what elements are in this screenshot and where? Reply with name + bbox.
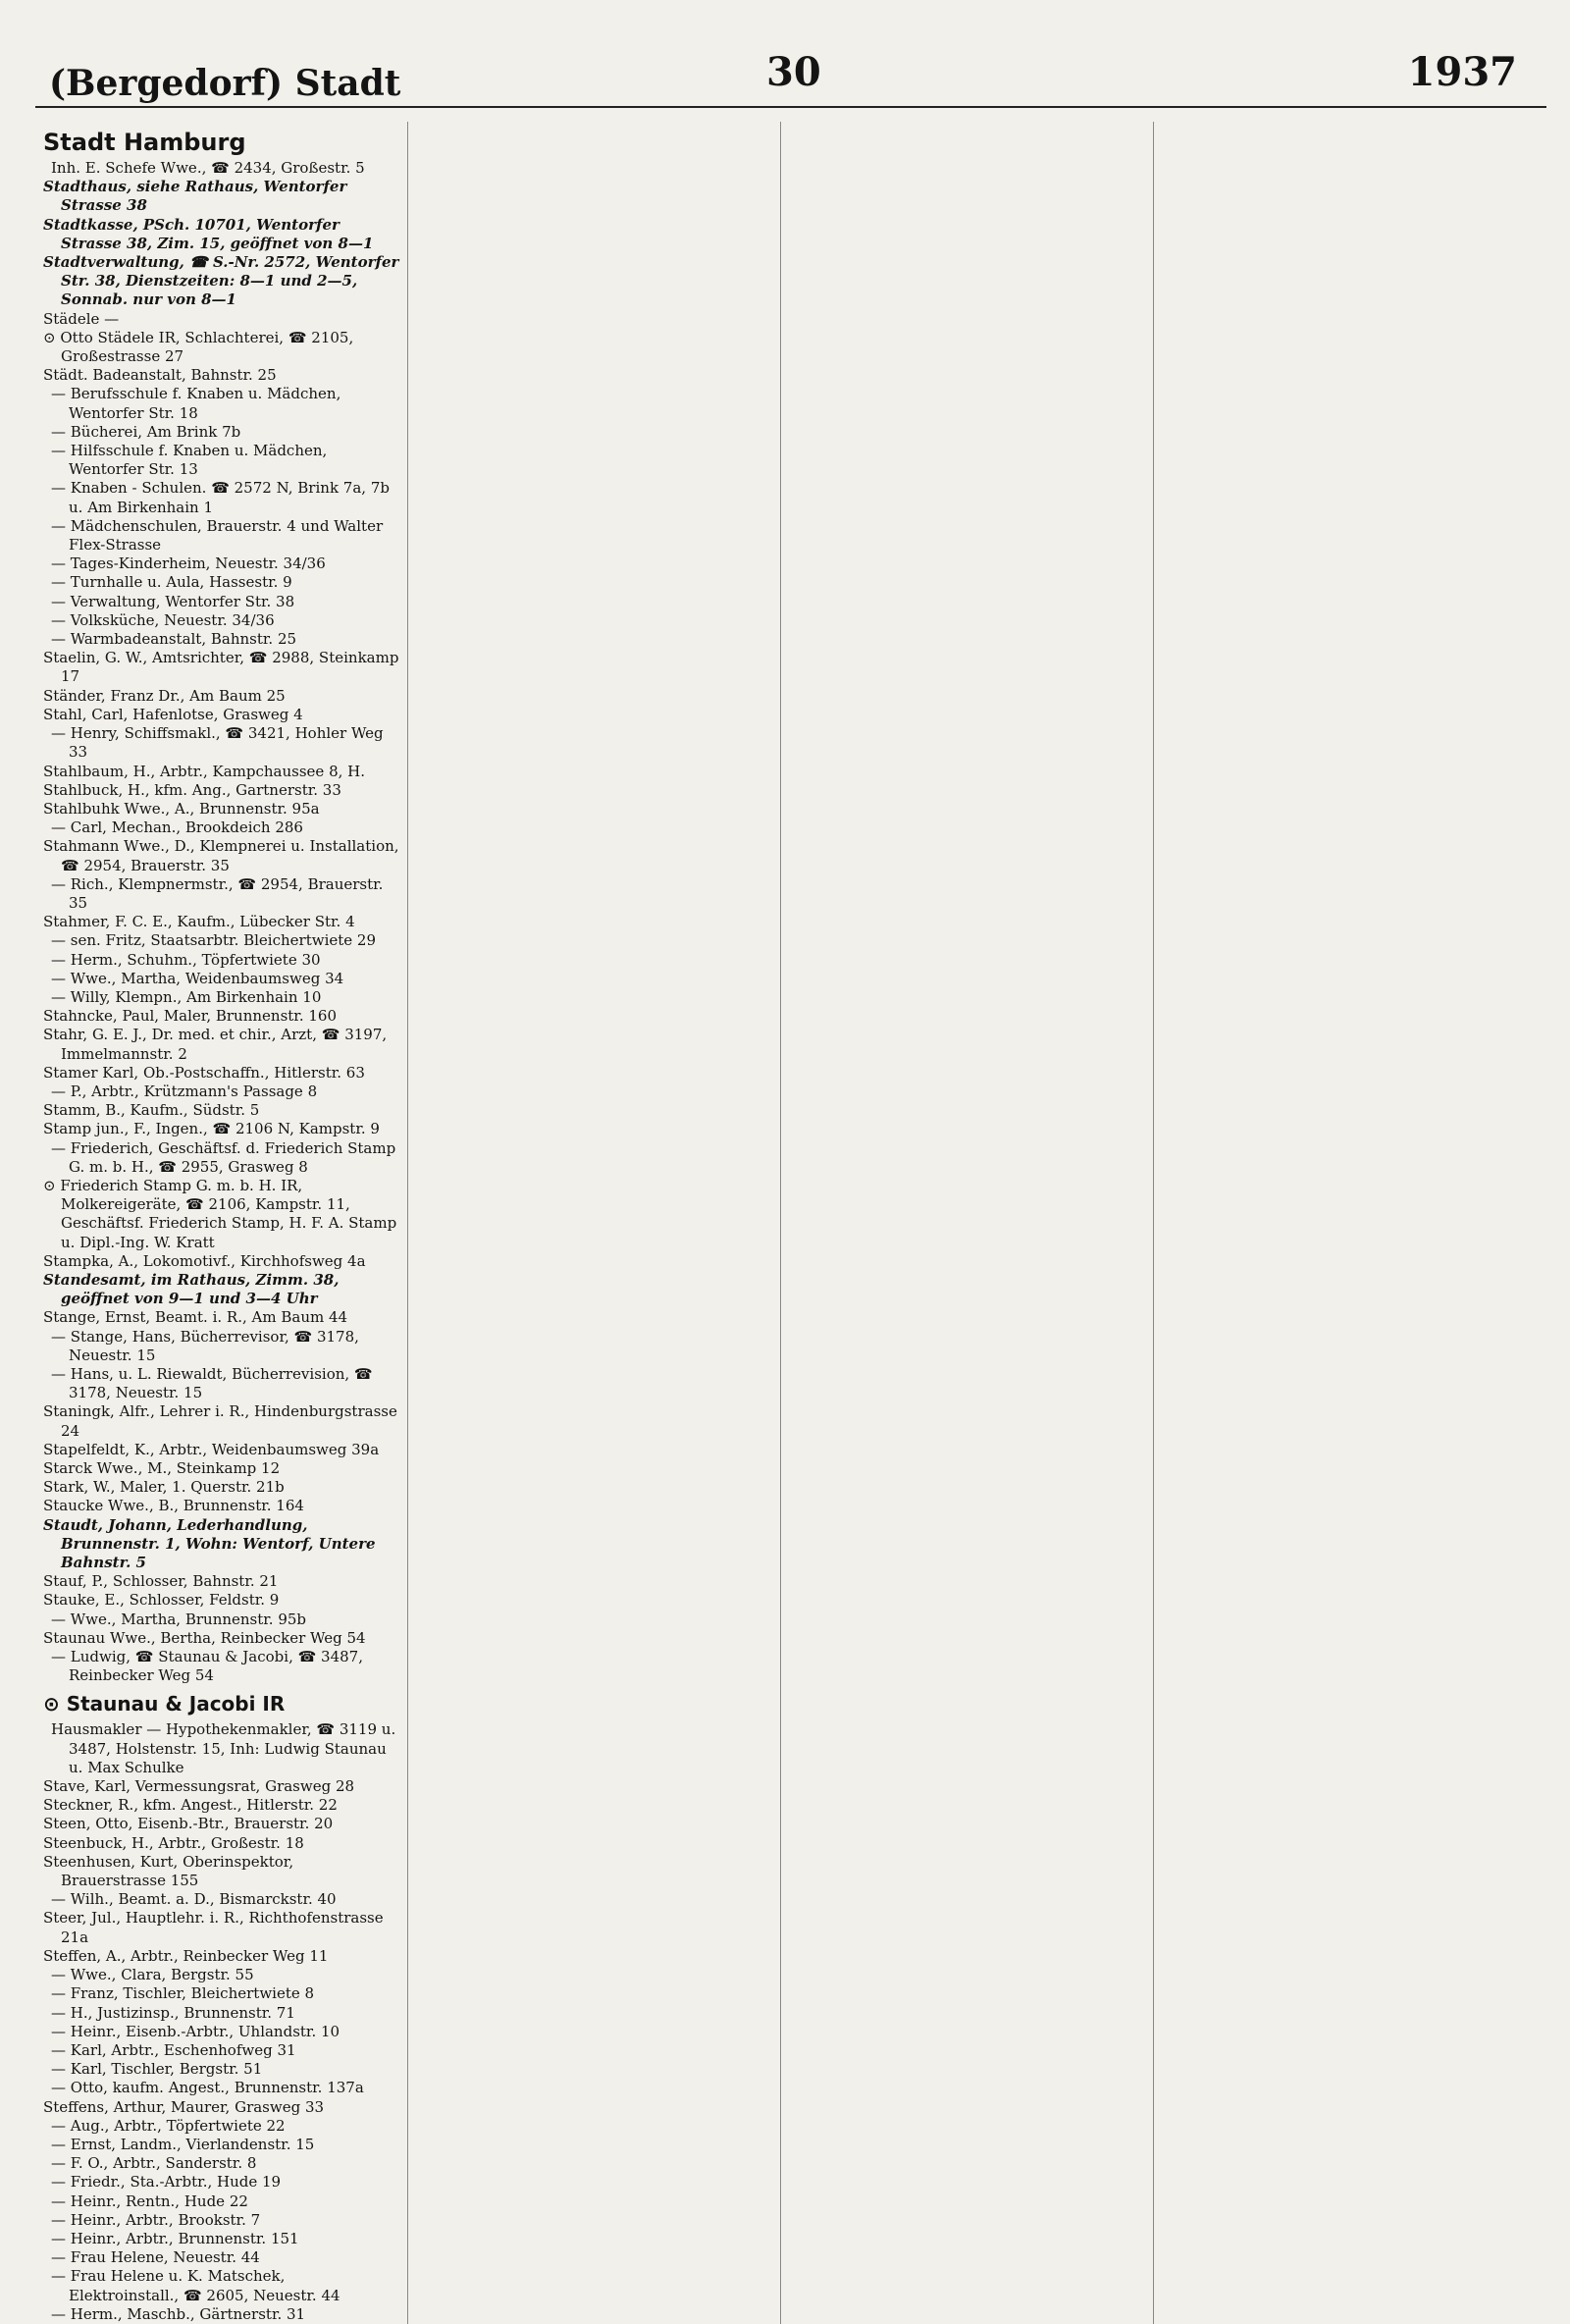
directory-entry: Inh. E. Schefe Wwe., ☎ 2434, Großestr. 5 [51,159,365,177]
directory-entry: — Tages-Kinderheim, Neuestr. 34/36 [51,555,326,573]
directory-entry: Steffens, Arthur, Maurer, Grasweg 33 [43,2097,325,2116]
directory-entry: Stahmer, F. C. E., Kaufm., Lübecker Str. 4 [43,913,355,931]
directory-entry: — Stange, Hans, Bücherrevisor, ☎ 3178, Neuestr. 15 [51,1327,359,1364]
directory-entry: Steer, Jul., Hauptlehr. i. R., Richthofenstrasse 21a [43,1909,384,1946]
directory-entry: — Friederich, Geschäftsf. d. Friederich Stamp G. m. b. H., ☎ 2955, Grasweg 8 [51,1138,396,1176]
directory-entry: Steckner, R., kfm. Angest., Hitlerstr. 22 [43,1796,338,1815]
column-1 [35,122,408,2324]
directory-entry: Stadtverwaltung, ☎ S.-Nr. 2572, Wentorfer Str. 38, Dienstzeiten: 8—1 und 2—5, Sonnab. nur von 8—1 [43,253,399,309]
directory-entry: Staucke Wwe., B., Brunnenstr. 164 [43,1497,304,1515]
directory-entry: — Franz, Tischler, Bleichertwiete 8 [51,1984,315,2003]
directory-entry: — Rich., Klempnermstr., ☎ 2954, Brauerstr. 35 [51,874,384,912]
directory-entry: — P., Arbtr., Krützmann's Passage 8 [51,1082,318,1100]
directory-entry: Staelin, G. W., Amtsrichter, ☎ 2988, Steinkamp 17 [43,649,399,686]
directory-entry: Steffen, A., Arbtr., Reinbecker Weg 11 [43,1946,329,1965]
directory-entry: Staunau Wwe., Bertha, Reinbecker Weg 54 [43,1628,366,1647]
page-header [35,35,1546,108]
directory-entry: — Wwe., Martha, Weidenbaumsweg 34 [51,969,344,987]
year: 1937 [1407,49,1517,95]
section-heading: Stadt Hamburg [43,129,246,156]
directory-entry: Steen, Otto, Eisenb.-Btr., Brauerstr. 20 [43,1815,334,1833]
directory-entry: — Wilh., Beamt. a. D., Bismarckstr. 40 [51,1890,337,1909]
directory-entry: Stadthaus, siehe Rathaus, Wentorfer Strasse 38 [43,178,347,215]
directory-entry: Stahlbuck, H., kfm. Ang., Gartnerstr. 33 [43,780,341,799]
directory-entry: — Volksküche, Neuestr. 34/36 [51,610,275,629]
directory-entry: — Friedr., Sta.-Arbtr., Hude 19 [51,2173,282,2192]
directory-entry: — Hilfsschule f. Knaben u. Mädchen, Wentorfer Str. 13 [51,442,328,479]
directory-entry: Stahmann Wwe., D., Klempnerei u. Installation, ☎ 2954, Brauerstr. 35 [43,837,399,874]
directory-entry: — Frau Helene, Neuestr. 44 [51,2248,260,2267]
directory-entry: — Willy, Klempn., Am Birkenhain 10 [51,987,322,1006]
directory-entry: Ständer, Franz Dr., Am Baum 25 [43,686,286,705]
directory-entry: Stahr, G. E. J., Dr. med. et chir., Arzt, ☎ 3197, Immelmannstr. 2 [43,1026,388,1063]
directory-entry: Hausmakler — Hypothekenmakler, ☎ 3119 u. 3487, Holstenstr. 15, Inh: Ludwig Staunau u. Max Schulke [51,1720,396,1776]
directory-entry: — Verwaltung, Wentorfer Str. 38 [51,592,295,610]
directory-entry: Stauke, E., Schlosser, Feldstr. 9 [43,1591,280,1610]
directory-entry: Stampka, A., Lokomotivf., Kirchhofsweg 4a [43,1251,366,1270]
directory-entry: — Herm., Schuhm., Töpfertwiete 30 [51,950,321,969]
directory-entry: — Ludwig, ☎ Staunau & Jacobi, ☎ 3487, Reinbecker Weg 54 [51,1648,363,1685]
directory-entry: Stahl, Carl, Hafenlotse, Grasweg 4 [43,705,303,723]
directory-entry: — Ernst, Landm., Vierlandenstr. 15 [51,2135,315,2153]
directory-entry: — Heinr., Rentn., Hude 22 [51,2192,248,2210]
directory-entry: — H., Justizinsp., Brunnenstr. 71 [51,2003,295,2022]
directory-entry: Stahncke, Paul, Maler, Brunnenstr. 160 [43,1007,337,1026]
directory-entry: — Heinr., Arbtr., Brookstr. 7 [51,2210,261,2229]
directory-entry: — Henry, Schiffsmakl., ☎ 3421, Hohler Weg 33 [51,724,384,762]
directory-entry: Stauf, P., Schlosser, Bahnstr. 21 [43,1572,279,1591]
directory-entry: — sen. Fritz, Staatsarbtr. Bleichertwiete 29 [51,931,377,950]
directory-entry: — Otto, kaufm. Angest., Brunnenstr. 137a [51,2079,364,2097]
page-number: 30 [766,49,821,95]
directory-entry: — Warmbadeanstalt, Bahnstr. 25 [51,630,297,649]
directory-entry: Stapelfeldt, K., Arbtr., Weidenbaumsweg 39a [43,1440,380,1458]
directory-entry: — Karl, Tischler, Bergstr. 51 [51,2060,263,2079]
directory-entry: ⊙ Friederich Stamp G. m. b. H. IR, Molkereigeräte, ☎ 2106, Kampstr. 11, Geschäftsf. Friederich Stamp, H. F. A. Stamp u. Dipl.-Ing. W. Kratt [43,1176,397,1251]
column-2 [408,122,781,2324]
directory-entry: Steenhusen, Kurt, Oberinspektor, Brauerstrasse 155 [43,1852,294,1890]
directory-entry: Stadtkasse, PSch. 10701, Wentorfer Strasse 38, Zim. 15, geöffnet von 8—1 [43,215,374,252]
directory-entry: Starck Wwe., M., Steinkamp 12 [43,1459,281,1478]
directory-entry: Stamer Karl, Ob.-Postschaffn., Hitlerstr. 63 [43,1063,365,1082]
directory-entry: ⊙ Staunau & Jacobi IR [43,1692,286,1717]
directory-entry: — Carl, Mechan., Brookdeich 286 [51,819,303,837]
directory-entry: ⊙ Otto Städele IR, Schlachterei, ☎ 2105, Großestrasse 27 [43,328,354,366]
directory-entry: — Wwe., Martha, Brunnenstr. 95b [51,1610,307,1628]
directory-entry: Stark, W., Maler, 1. Querstr. 21b [43,1478,285,1497]
directory-entry: Städele — [43,309,120,328]
directory-entry: — Wwe., Clara, Bergstr. 55 [51,1966,254,1984]
directory-entry: Stamp jun., F., Ingen., ☎ 2106 N, Kampstr. 9 [43,1120,380,1138]
directory-entry: — Berufsschule f. Knaben u. Mädchen, Wentorfer Str. 18 [51,385,341,422]
directory-entry: — Heinr., Arbtr., Brunnenstr. 151 [51,2229,299,2247]
directory-entry: Staudt, Johann, Lederhandlung, Brunnenstr. 1, Wohn: Wentorf, Untere Bahnstr. 5 [43,1515,376,1572]
directory-entry: Stahlbuhk Wwe., A., Brunnenstr. 95a [43,799,320,818]
column-3 [781,122,1154,2324]
directory-entry: — Karl, Arbtr., Eschenhofweg 31 [51,2040,296,2059]
directory-entry: — Mädchenschulen, Brauerstr. 4 und Walter Flex-Strasse [51,516,384,555]
directory-entry: Städt. Badeanstalt, Bahnstr. 25 [43,366,277,385]
directory-entry: — F. O., Arbtr., Sanderstr. 8 [51,2154,257,2173]
directory-entry: Stahlbaum, H., Arbtr., Kampchaussee 8, H. [43,762,366,780]
directory-entry: Stange, Ernst, Beamt. i. R., Am Baum 44 [43,1308,348,1327]
directory-entry: Steenbuck, H., Arbtr., Großestr. 18 [43,1833,304,1852]
directory-entry: — Heinr., Eisenb.-Arbtr., Uhlandstr. 10 [51,2022,340,2040]
directory-entry: — Herm., Maschb., Gärtnerstr. 31 [51,2304,306,2323]
directory-entry: — Knaben - Schulen. ☎ 2572 N, Brink 7a, 7b u. Am Birkenhain 1 [51,479,390,516]
header-section-title: (Bergedorf) Stadt [49,63,401,104]
directory-entry: Stave, Karl, Vermessungsrat, Grasweg 28 [43,1777,355,1796]
directory-entry: Standesamt, im Rathaus, Zimm. 38, geöffnet von 9—1 und 3—4 Uhr [43,1270,340,1308]
directory-entry: Stamm, B., Kaufm., Südstr. 5 [43,1101,260,1120]
directory-entry: — Frau Helene u. K. Matschek, Elektroinstall., ☎ 2605, Neuestr. 44 [51,2267,340,2304]
directory-entry: — Bücherei, Am Brink 7b [51,422,241,441]
directory-entry: — Aug., Arbtr., Töpfertwiete 22 [51,2116,286,2135]
column-4 [1154,122,1527,2324]
columns [35,108,1546,2324]
directory-entry: — Turnhalle u. Aula, Hassestr. 9 [51,573,292,592]
directory-entry: — Hans, u. L. Riewaldt, Bücherrevision, ☎ 3178, Neuestr. 15 [51,1365,373,1402]
directory-entry: Staningk, Alfr., Lehrer i. R., Hindenburgstrasse 24 [43,1402,397,1440]
